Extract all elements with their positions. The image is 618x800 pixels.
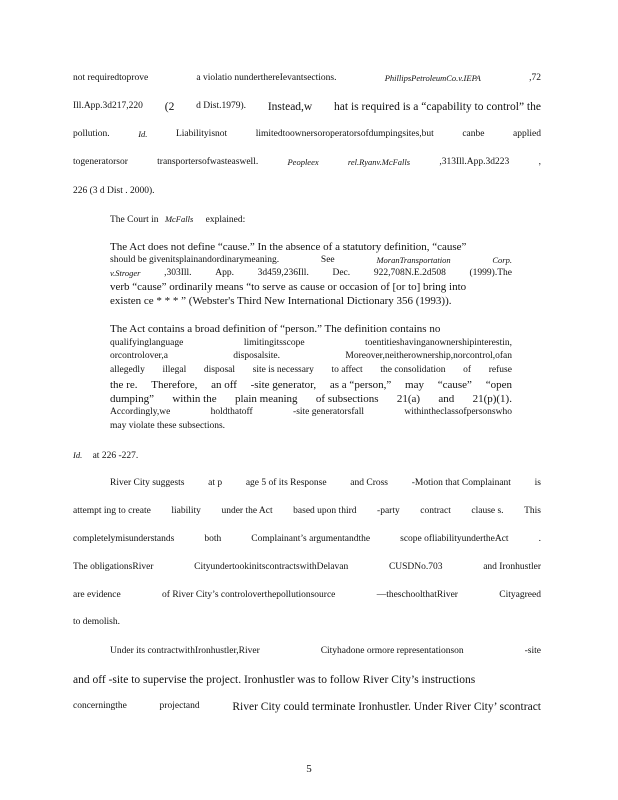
- quote1-line4: verb “cause” ordinarily means “to serve as cause or occasion of [or to] bring into: [110, 281, 467, 293]
- para2-line3: completelymisunderstands both Complainant’s argumentandthe scope ofliabilityundertheAct .: [73, 534, 541, 544]
- para3-line1: Under its contractwithIronhustler,River Cityhadone ormore representationson -site: [110, 646, 541, 656]
- citation-line: Id. at 226 -227.: [73, 450, 139, 461]
- quote1-line3: v.Stroger ,303Ill. App. 3d459,236Ill. Dec. 922,708N.E.2d508 (1999).The: [110, 268, 512, 278]
- para1-line1: not requiredtoprove a violatio nunderthereIevantsections. PhillipsPetroleumCo.v.IEPA ,72: [73, 73, 541, 83]
- para2-line1: River City suggests at p age 5 of its Response and Cross -Motion that Complainant is: [110, 478, 541, 488]
- quote2-line2: qualifyinglanguage limitingitsscope toentitieshavinganownershipinterestin,: [110, 338, 512, 348]
- page-number: 5: [306, 763, 312, 775]
- quote2-line4: allegedly illegal disposal site is necessary to affect the consolidation of refuse: [110, 365, 512, 375]
- para2-line2: attempt ing to create liability under the Act based upon third -party contract clause s. This: [73, 506, 541, 516]
- para2-line4: The obligationsRiver CityundertookinitscontractswithDelavan CUSDNo.703 and Ironhustler: [73, 562, 541, 572]
- quote2-line5: the re. Therefore, an off -site generator, as a “person,” may “cause” “open: [110, 379, 512, 391]
- para3-line2: and off -site to supervise the project. Ironhustler was to follow River City’s instructions: [73, 674, 476, 686]
- para2-line6: to demolish.: [73, 617, 120, 627]
- para1-line3: pollution. Id. Liabilityisnot limitedtoownersoroperatorsofdumpingsites,but canbe applied: [73, 129, 541, 139]
- quote2-line3: orcontrolover,a disposalsite. Moreover,neitherownership,norcontrol,ofan: [110, 351, 512, 361]
- quote1-line1: The Act does not define “cause.” In the absence of a statutory definition, “cause”: [110, 241, 467, 253]
- para1-line2: Ill.App.3d217,220 (2 d Dist.1979). Instead,w hat is required is a “capability to control” the: [73, 101, 541, 113]
- para1-line4: togeneratorsor transportersofwasteaswell. Peoplеex rel.Ryanv.McFalls ,313Ill.App.3d223 ,: [73, 157, 541, 167]
- para2-line5: are evidence of River City’s controloverthepollutionsource —theschoolthatRiver Cityagreed: [73, 590, 541, 600]
- quote1-line2: should be givenitsplainandordinarymeaning. See MoranTransportation Corp.: [110, 255, 512, 265]
- quote1-line5: existen ce * * * ” (Webster's Third New International Dictionary 356 (1993)).: [110, 295, 452, 307]
- quote2-line1: The Act contains a broad definition of “person.” The definition contains no: [110, 323, 441, 335]
- quote2-line6: dumping” within the plain meaning of subsections 21(a) and 21(p)(1).: [110, 393, 512, 405]
- quote2-line8: may violate these subsections.: [110, 421, 226, 431]
- para1-line5: 226 (3 d Dist . 2000).: [73, 186, 155, 196]
- court-intro: The Court in McFalls explained:: [110, 214, 246, 225]
- quote2-line7: Accordingly,we holdthatoff -site generatorsfall withintheclassofpersonswho: [110, 407, 512, 417]
- para3-line3: concerningthe projectand River City could terminate Ironhustler. Under River City’ scontract: [73, 701, 541, 713]
